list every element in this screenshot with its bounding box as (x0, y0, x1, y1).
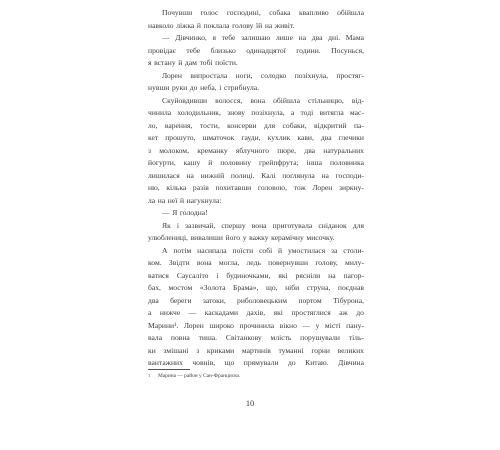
word: неї (167, 195, 178, 205)
word: лишилася (148, 170, 180, 180)
footnote-divider (148, 369, 190, 370)
word: два (320, 133, 332, 142)
word: туманні (278, 345, 304, 355)
word: за (331, 245, 338, 255)
word: молоком, (159, 145, 189, 155)
word: будиночками, (226, 270, 271, 280)
text-line (148, 195, 364, 208)
word: ки (148, 345, 156, 355)
word: глечики (338, 133, 364, 142)
page-number: 10 (245, 399, 255, 408)
word: головою, (257, 183, 288, 192)
word: вона (196, 258, 212, 267)
word: знову (227, 108, 246, 117)
text-line (148, 332, 364, 345)
footnote-text: Марина — район у Сан-Франциско. (158, 373, 241, 379)
word: позіхнула, (294, 70, 329, 80)
text-line (148, 282, 364, 295)
word: простяг- (336, 70, 364, 80)
word: інша (306, 158, 323, 167)
word: ватися (148, 270, 169, 280)
word: вона (251, 220, 267, 230)
word: до (356, 308, 364, 317)
word: поглянула (282, 170, 315, 180)
word: Калі (261, 170, 276, 180)
word: тости, (199, 120, 220, 130)
word: поїсти. (215, 58, 238, 67)
word: кашу (183, 158, 201, 167)
word: похитавши (215, 183, 252, 192)
word: з (196, 345, 200, 355)
word: його (225, 233, 241, 242)
word: нувши (148, 83, 170, 92)
word: зазвичай, (185, 220, 216, 230)
word: Я (172, 208, 178, 217)
word: на (157, 195, 166, 205)
word: для (263, 120, 276, 130)
word: й (178, 58, 183, 67)
word: каскадами (204, 308, 239, 317)
word: поєднав (337, 283, 364, 292)
word: варення, (164, 120, 193, 130)
word: креманку (197, 145, 228, 155)
word: ком. (148, 258, 162, 267)
word: вивалиши (190, 233, 223, 242)
word: консерви (227, 120, 257, 130)
word: кухлик (267, 133, 291, 142)
word: поклала (203, 20, 230, 30)
word: портом (298, 295, 322, 305)
word: провідає (148, 45, 176, 55)
word: мартинів (241, 345, 271, 355)
word: разів (192, 183, 209, 192)
word: голову, (315, 258, 338, 267)
word: що, (265, 283, 278, 292)
word: горни (311, 345, 330, 355)
word: вала (148, 333, 163, 342)
word: ло, (148, 120, 158, 130)
word: натуральних (323, 145, 364, 155)
word: Марини¹. (148, 320, 179, 330)
word: у (242, 233, 247, 242)
word: могла, (218, 258, 240, 267)
word: близько (210, 45, 236, 55)
word: з (148, 145, 151, 155)
text-line (148, 82, 364, 95)
word: ліжка (176, 20, 195, 30)
text-line (148, 7, 364, 20)
text-line (148, 182, 364, 195)
word: Посунься, (331, 45, 364, 55)
word: для (352, 220, 364, 230)
word: Саусаліто (176, 270, 209, 280)
word: стільницю, (308, 95, 344, 105)
word: господині, (226, 8, 261, 17)
word: — (162, 208, 170, 217)
word: що (224, 358, 235, 367)
word: на (298, 33, 307, 42)
footnote-mark: 1 (148, 373, 151, 378)
word: рясніли (295, 270, 321, 280)
text-line (148, 307, 364, 320)
body-text (148, 7, 364, 370)
word: простяглися (291, 308, 331, 317)
word: на (328, 270, 336, 280)
word: — (188, 308, 197, 317)
word: «Золота (199, 283, 226, 292)
word: позіхнула, (251, 108, 285, 117)
word: дні. (328, 33, 341, 42)
word: одинадцятої (246, 45, 286, 55)
word: Лорен (312, 183, 333, 192)
word: обійшла (273, 95, 300, 105)
word: порушували (300, 333, 340, 342)
text-line (148, 45, 364, 58)
word: змішані (163, 345, 189, 355)
word: важку (249, 233, 269, 242)
word: прочинила (239, 320, 275, 330)
word: Дівчина (338, 358, 364, 367)
text-line (148, 57, 364, 70)
word: волосся, (215, 95, 243, 105)
word: й (179, 195, 185, 205)
word: два (148, 295, 159, 305)
word: тіль- (348, 333, 364, 342)
text-line (148, 170, 364, 183)
word: широко (209, 320, 234, 330)
word: пюре, (277, 145, 297, 155)
word: бах, (148, 283, 161, 292)
word: і (219, 83, 222, 92)
text-line (148, 245, 364, 258)
text-line (148, 157, 364, 170)
word: вона (250, 95, 266, 105)
word: повна (170, 333, 190, 342)
text-line (148, 320, 364, 333)
word: приготувала (272, 220, 313, 230)
word: два (311, 33, 323, 42)
text-line (148, 70, 364, 83)
word: Світанкову (225, 333, 262, 342)
word: полиці. (230, 170, 255, 180)
word: тобі (199, 58, 213, 67)
word: вантажних (148, 358, 183, 367)
text-line (148, 345, 364, 358)
word: руки (171, 83, 188, 92)
word: повернувши (268, 258, 309, 267)
word: у (315, 320, 320, 330)
word: собаки, (282, 120, 307, 130)
word: неба, (200, 83, 217, 92)
word: голос (200, 8, 219, 17)
text-line (148, 232, 364, 245)
word: ла (148, 195, 156, 205)
word: встану (154, 58, 176, 67)
word: собі (259, 245, 273, 255)
word: риболовецьким (237, 295, 288, 305)
word: тож (293, 183, 306, 192)
word: струна, (306, 283, 331, 292)
word: ніби (285, 283, 300, 292)
word: які (273, 308, 283, 317)
word: улюблениці, (148, 233, 188, 242)
text-line (148, 257, 364, 270)
word: кави, (297, 133, 314, 142)
word: дам (184, 58, 197, 67)
word: Звідти (168, 258, 190, 267)
word: і (176, 220, 179, 230)
footnote (148, 372, 364, 380)
text-line (148, 357, 364, 370)
word: кілька (166, 183, 187, 192)
word: керамічну (271, 233, 304, 242)
word: — (162, 33, 170, 42)
word: обійшла (337, 8, 364, 17)
word: які (278, 270, 288, 280)
word: половину (220, 158, 252, 167)
word: солодко (260, 70, 287, 80)
word: па- (353, 120, 364, 130)
word: тиша. (198, 333, 218, 342)
word: гауди, (241, 133, 261, 142)
word: години. (296, 45, 321, 55)
word: живіт. (274, 20, 295, 30)
text-line (148, 107, 364, 120)
word: половинка (329, 158, 364, 167)
word: ню, (148, 183, 160, 192)
word: Скуйовдивши (162, 95, 208, 105)
word: нижній (200, 170, 225, 180)
word: прошуто, (165, 133, 196, 142)
word: зиркну- (339, 183, 364, 192)
word: кет (148, 133, 159, 142)
word: голодна! (179, 208, 208, 217)
word: тебе (221, 33, 236, 42)
word: А (162, 245, 168, 255)
word: навколо (148, 20, 174, 30)
text-line (148, 220, 364, 233)
word: сніданок (318, 220, 347, 230)
word: Як (162, 220, 171, 230)
word: від- (351, 95, 364, 105)
word: стрибнула. (223, 83, 260, 92)
word: Мама (345, 33, 364, 42)
word: нижче (159, 308, 181, 317)
word: мас- (349, 108, 364, 117)
word: до (288, 358, 296, 367)
word: аж (339, 308, 348, 317)
word: і (216, 270, 219, 280)
word: дахів, (246, 308, 266, 317)
word: пану- (346, 320, 364, 330)
word: а (148, 308, 152, 317)
word: квапливо (298, 8, 329, 17)
word: нагукнула: (186, 195, 222, 205)
word: випростала (190, 70, 228, 80)
word: господи- (335, 170, 364, 180)
word: залишаю (241, 33, 271, 42)
word: пагор- (343, 270, 364, 280)
text-line (148, 132, 364, 145)
text-line (148, 270, 364, 283)
word: два (304, 145, 316, 155)
text-line (148, 295, 364, 308)
word: милу- (345, 258, 364, 267)
text-line (148, 145, 364, 158)
word: й (278, 245, 283, 255)
word: до (189, 83, 198, 92)
word: ледь (246, 258, 261, 267)
word: шматочок (202, 133, 235, 142)
text-line (148, 120, 364, 133)
word: на (321, 170, 329, 180)
word: береги (170, 295, 192, 305)
word: Брама», (233, 283, 259, 292)
word: мисочку. (306, 233, 335, 242)
word: човнів, (192, 358, 216, 367)
word: й (196, 20, 201, 30)
word: Почувши (162, 8, 193, 17)
word: криками (206, 345, 235, 355)
word: й (208, 158, 213, 167)
word: Лорен (183, 320, 204, 330)
word: спершу (221, 220, 246, 230)
word: тебе (186, 45, 201, 55)
word: столи- (343, 245, 364, 255)
word: насипала (197, 245, 227, 255)
word: ноги, (235, 70, 253, 80)
word: млість (270, 333, 292, 342)
word: великих (337, 345, 364, 355)
text-line (148, 95, 364, 108)
word: поїсти (232, 245, 254, 255)
text-line (148, 32, 364, 45)
word: лише (275, 33, 294, 42)
word: умостилася (287, 245, 326, 255)
word: голову (232, 20, 254, 30)
word: я (212, 33, 216, 42)
word: тоді (300, 108, 314, 117)
text-line (148, 20, 364, 33)
word: на (264, 20, 273, 30)
word: яблучного (235, 145, 270, 155)
word: на (186, 170, 194, 180)
word: Лорен (162, 70, 182, 80)
word: прямували (243, 358, 279, 367)
word: а (290, 108, 295, 117)
word: собака (269, 8, 291, 17)
word: мостом (168, 283, 193, 292)
word: холодильник, (177, 108, 221, 117)
word: потім (173, 245, 192, 255)
word: відкритий (314, 120, 347, 130)
word: місті (324, 320, 341, 330)
word: Китаю. (305, 358, 329, 367)
word: Дівчинко, (175, 33, 207, 42)
word: чинила (148, 108, 172, 117)
word: Тібурона, (332, 295, 364, 305)
word: затоки, (202, 295, 226, 305)
word: — (302, 320, 311, 330)
word: я (148, 58, 152, 67)
word: грейпфрута; (258, 158, 299, 167)
word: витягла (319, 108, 344, 117)
text-line (148, 207, 364, 220)
word: йогурти, (148, 158, 176, 167)
word: їй (256, 20, 263, 30)
word: вікно (279, 320, 297, 330)
